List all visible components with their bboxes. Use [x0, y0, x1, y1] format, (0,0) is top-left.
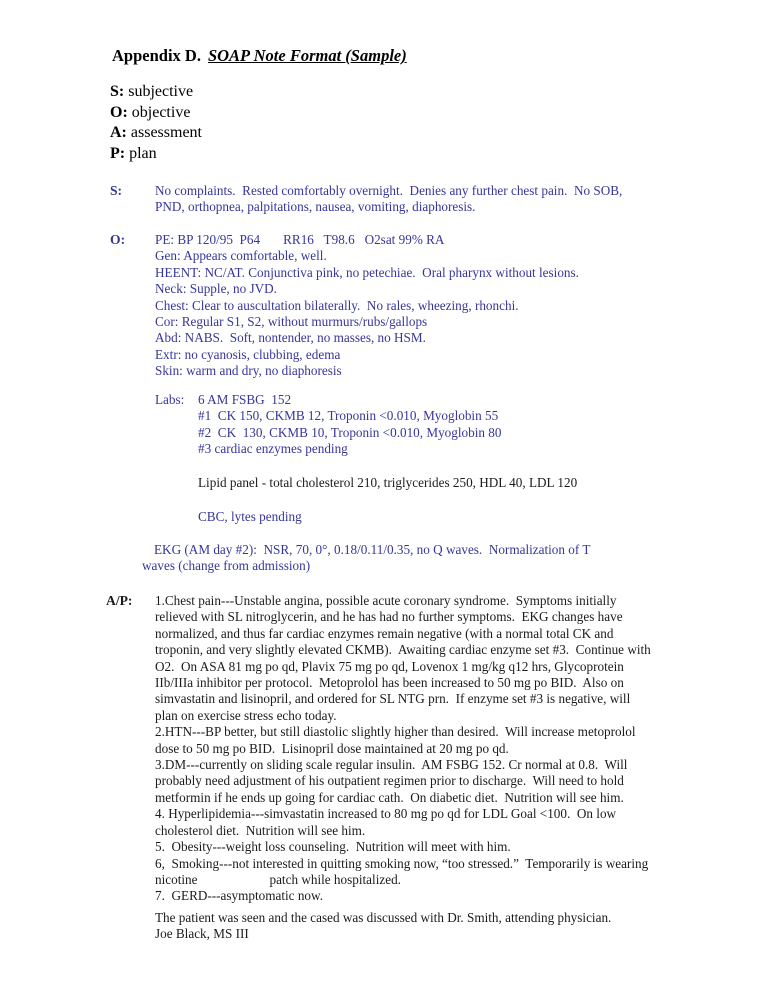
subjective-line: PND, orthopnea, palpitations, nausea, vomiting, diaphoresis. [155, 199, 476, 215]
objective-exam-line: HEENT: NC/AT. Conjunctiva pink, no petechiae. Oral pharynx without lesions. [155, 264, 579, 280]
smoking-text-before-gap: 6, Smoking---not interested in quitting smoking now, “too stressed.” Temporarily is wearing nicotine [155, 855, 652, 887]
assessment-plan-item: 4. Hyperlipidemia---simvastatin increased to 80 mg po qd for LDL Goal <100. On low cholesterol diet. Nutrition will see him. [155, 806, 620, 838]
signature-block [155, 910, 665, 943]
signature-line: The patient was seen and the cased was discussed with Dr. Smith, attending physician. [155, 910, 612, 925]
lipid-panel-line: Lipid panel - total cholesterol 210, triglycerides 250, HDL 40, LDL 120 [198, 475, 578, 490]
ekg-line: EKG (AM day #2): NSR, 70, 0°, 0.18/0.11/0.35, no Q waves. Normalization of T [154, 542, 591, 557]
title-prefix: Appendix D. [112, 46, 201, 65]
lab-result-line: #1 CK 150, CKMB 12, Troponin <0.010, Myoglobin 55 [198, 408, 499, 424]
legend-row-p [110, 144, 202, 165]
objective-section-label: O: [110, 232, 126, 247]
page-title [112, 46, 407, 66]
title-main: SOAP Note Format (Sample) [207, 46, 407, 65]
signature-line: Joe Black, MS III [155, 926, 249, 942]
labs-pending-line: CBC, lytes pending [198, 509, 302, 524]
lab-result-line: 6 AM FSBG 152 [198, 392, 292, 407]
legend-row-a [110, 123, 202, 144]
assessment-plan-item: 3.DM---currently on sliding scale regular insulin. AM FSBG 152. Cr normal at 0.8. Will probably need adjustment of his outpatient regimen prior to discharge. Will need to hold metformin if he ends up going for cardiac cath. On diabetic diet. Nutrition will see him. [155, 757, 631, 805]
ekg-block [142, 542, 668, 575]
assessment-plan-item: 1.Chest pain---Unstable angina, possible acute coronary syndrome. Symptoms initially relieved with SL nitroglycerin, and he has had no further symptoms. EKG changes have normalized, and thus far cardiac enzymes remain negative (with a normal total CK and troponin, and very slightly elevated CKMB). Awaiting cardiac enzyme set #3. Continue with O2. On ASA 81 mg po qd, Plavix 75 mg po qd, Lovenox 1 mg/kg q12 hrs, Glycoprotein IIb/IIIa inhibitor per protocol. Metoprolol has been increased to 50 mg po BID. Also on simvastatin and lisinopril, and ordered for SL NTG prn. If enzyme set #3 is negative, will plan on exercise stress echo today. [155, 593, 655, 723]
objective-section-body [155, 232, 675, 380]
assessment-plan-item-smoking [155, 856, 655, 889]
legend-word-a: assessment [130, 124, 202, 141]
objective-exam-line: Chest: Clear to auscultation bilaterally. No rales, wheezing, rhonchi. [155, 297, 519, 313]
objective-exam-line: Gen: Appears comfortable, well. [155, 248, 327, 264]
legend-row-o [110, 103, 202, 124]
subjective-line: No complaints. Rested comfortably overnight. Denies any further chest pain. No SOB, [155, 183, 623, 198]
subjective-section-body [155, 183, 665, 216]
soap-legend [110, 82, 202, 164]
lab-result-line: #2 CK 130, CKMB 10, Troponin <0.010, Myoglobin 80 [198, 424, 502, 440]
labs-label: Labs: [155, 392, 185, 407]
legend-row-s [110, 82, 202, 103]
labs-results-list [198, 392, 668, 458]
objective-exam-line: Extr: no cyanosis, clubbing, edema [155, 346, 341, 362]
legend-word-p: plan [129, 144, 157, 162]
ekg-line: waves (change from admission) [142, 558, 311, 574]
smoking-text-after-gap: patch while hospitalized. [269, 871, 401, 887]
objective-vitals-line: PE: BP 120/95 P64 RR16 T98.6 O2sat 99% RA [155, 232, 445, 247]
objective-exam-line: Abd: NABS. Soft, nontender, no masses, no HSM. [155, 330, 426, 346]
legend-letter-s: S: [110, 83, 125, 100]
lab-result-line: #3 cardiac enzymes pending [198, 441, 348, 457]
legend-word-o: objective [131, 103, 191, 121]
objective-exam-line: Cor: Regular S1, S2, without murmurs/rubs/gallops [155, 314, 428, 330]
assessment-plan-item: 7. GERD---asymptomatic now. [155, 888, 323, 904]
objective-exam-line: Skin: warm and dry, no diaphoresis [155, 363, 342, 379]
assessment-plan-body [155, 593, 655, 905]
legend-letter-p: P: [110, 144, 126, 162]
subjective-section-label: S: [110, 183, 123, 198]
assessment-plan-label: A/P: [106, 593, 133, 608]
legend-letter-o: O: [110, 103, 128, 121]
legend-word-s: subjective [128, 83, 194, 100]
assessment-plan-item: 2.HTN---BP better, but still diastolic slightly higher than desired. Will increase metoprolol dose to 50 mg po BID. Lisinopril dose maintained at 20 mg po qd. [155, 724, 639, 756]
objective-exam-line: Neck: Supple, no JVD. [155, 281, 277, 297]
legend-letter-a: A: [110, 124, 127, 141]
assessment-plan-item: 5. Obesity---weight loss counseling. Nutrition will meet with him. [155, 839, 511, 855]
